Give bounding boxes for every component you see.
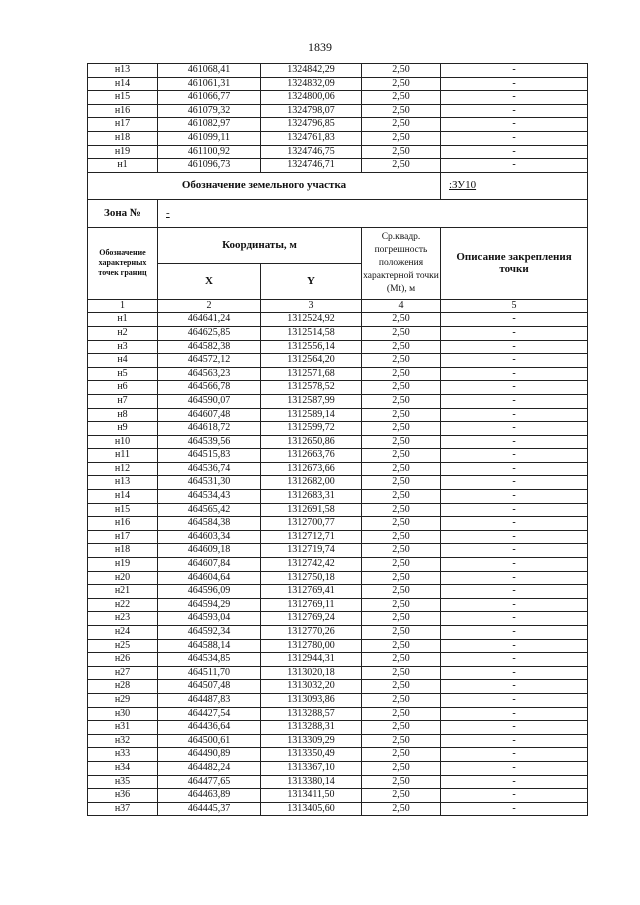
accuracy-cell: 2,50 bbox=[362, 490, 441, 504]
accuracy-cell: 2,50 bbox=[362, 517, 441, 531]
accuracy-cell: 2,50 bbox=[362, 503, 441, 517]
y-coord-cell: 1312750,18 bbox=[261, 571, 362, 585]
y-coord-cell: 1312770,26 bbox=[261, 626, 362, 640]
y-coord-cell: 1324761,83 bbox=[261, 131, 362, 145]
table-row bbox=[88, 145, 588, 159]
description-cell: - bbox=[441, 118, 588, 132]
table-row bbox=[88, 612, 588, 626]
accuracy-cell: 2,50 bbox=[362, 326, 441, 340]
description-cell: - bbox=[441, 653, 588, 667]
point-id-cell: н12 bbox=[88, 462, 158, 476]
x-coord-cell: 464490,89 bbox=[158, 748, 261, 762]
description-cell: - bbox=[441, 381, 588, 395]
description-cell: - bbox=[441, 64, 588, 78]
x-coord-cell: 464588,14 bbox=[158, 639, 261, 653]
table-row bbox=[88, 789, 588, 803]
x-coord-cell: 464592,34 bbox=[158, 626, 261, 640]
description-cell: - bbox=[441, 639, 588, 653]
description-cell: - bbox=[441, 626, 588, 640]
accuracy-cell: 2,50 bbox=[362, 789, 441, 803]
x-coord-cell: 461061,31 bbox=[158, 77, 261, 91]
description-cell: - bbox=[441, 761, 588, 775]
table-row bbox=[88, 761, 588, 775]
col-number: 1 bbox=[88, 299, 158, 313]
x-coord-cell: 461096,73 bbox=[158, 159, 261, 173]
point-id-cell: н4 bbox=[88, 354, 158, 368]
table-row bbox=[88, 449, 588, 463]
y-coord-cell: 1312663,76 bbox=[261, 449, 362, 463]
y-coord-cell: 1312587,99 bbox=[261, 394, 362, 408]
y-coord-cell: 1312712,71 bbox=[261, 530, 362, 544]
table-row bbox=[88, 639, 588, 653]
point-id-cell: н17 bbox=[88, 118, 158, 132]
point-id-cell: н19 bbox=[88, 145, 158, 159]
description-cell: - bbox=[441, 145, 588, 159]
y-coord-cell: 1312769,11 bbox=[261, 598, 362, 612]
point-id-cell: н37 bbox=[88, 802, 158, 816]
x-coord-cell: 464515,83 bbox=[158, 449, 261, 463]
point-id-cell: н29 bbox=[88, 693, 158, 707]
description-cell: - bbox=[441, 490, 588, 504]
description-cell: - bbox=[441, 680, 588, 694]
point-id-cell: н5 bbox=[88, 367, 158, 381]
y-coord-cell: 1312780,00 bbox=[261, 639, 362, 653]
description-cell: - bbox=[441, 775, 588, 789]
x-coord-cell: 464436,64 bbox=[158, 721, 261, 735]
table-row bbox=[88, 775, 588, 789]
table-row bbox=[88, 707, 588, 721]
table-row bbox=[88, 571, 588, 585]
table-row bbox=[88, 408, 588, 422]
description-cell: - bbox=[441, 449, 588, 463]
y-coord-cell: 1313288,57 bbox=[261, 707, 362, 721]
y-coord-cell: 1313380,14 bbox=[261, 775, 362, 789]
accuracy-cell: 2,50 bbox=[362, 598, 441, 612]
y-coord-cell: 1312578,52 bbox=[261, 381, 362, 395]
point-id-cell: н18 bbox=[88, 544, 158, 558]
table-row bbox=[88, 530, 588, 544]
description-cell: - bbox=[441, 748, 588, 762]
zone-value: - bbox=[158, 199, 588, 227]
y-coord-cell: 1312599,72 bbox=[261, 422, 362, 436]
page-number: 1839 bbox=[308, 40, 332, 54]
point-id-cell: н14 bbox=[88, 77, 158, 91]
table-row bbox=[88, 476, 588, 490]
table-row bbox=[88, 354, 588, 368]
y-coord-cell: 1312589,14 bbox=[261, 408, 362, 422]
x-coord-cell: 464534,43 bbox=[158, 490, 261, 504]
y-coord-cell: 1313093,86 bbox=[261, 693, 362, 707]
table-row bbox=[88, 680, 588, 694]
point-id-cell: н13 bbox=[88, 476, 158, 490]
x-coord-cell: 464507,48 bbox=[158, 680, 261, 694]
accuracy-cell: 2,50 bbox=[362, 775, 441, 789]
table-row bbox=[88, 490, 588, 504]
description-cell: - bbox=[441, 159, 588, 173]
description-cell: - bbox=[441, 721, 588, 735]
x-coord-cell: 461079,32 bbox=[158, 104, 261, 118]
x-coord-cell: 464641,24 bbox=[158, 313, 261, 327]
x-coord-cell: 464596,09 bbox=[158, 585, 261, 599]
accuracy-cell: 2,50 bbox=[362, 734, 441, 748]
y-coord-cell: 1324798,07 bbox=[261, 104, 362, 118]
table-row bbox=[88, 159, 588, 173]
x-coord-cell: 464594,29 bbox=[158, 598, 261, 612]
main-rows bbox=[88, 313, 588, 816]
y-coord-cell: 1312682,00 bbox=[261, 476, 362, 490]
description-cell: - bbox=[441, 544, 588, 558]
accuracy-cell: 2,50 bbox=[362, 802, 441, 816]
description-cell: - bbox=[441, 91, 588, 105]
x-coord-cell: 464477,65 bbox=[158, 775, 261, 789]
point-id-cell: н23 bbox=[88, 612, 158, 626]
accuracy-cell: 2,50 bbox=[362, 64, 441, 78]
accuracy-cell: 2,50 bbox=[362, 394, 441, 408]
table-row bbox=[88, 544, 588, 558]
table-row bbox=[88, 653, 588, 667]
point-id-cell: н1 bbox=[88, 159, 158, 173]
description-cell: - bbox=[441, 435, 588, 449]
y-coord-cell: 1312650,86 bbox=[261, 435, 362, 449]
x-coord-cell: 464607,84 bbox=[158, 558, 261, 572]
accuracy-cell: 2,50 bbox=[362, 408, 441, 422]
table-row bbox=[88, 131, 588, 145]
x-coord-cell: 464531,30 bbox=[158, 476, 261, 490]
table-row bbox=[88, 598, 588, 612]
table-row bbox=[88, 367, 588, 381]
y-coord-cell: 1324746,71 bbox=[261, 159, 362, 173]
description-cell: - bbox=[441, 802, 588, 816]
x-coord-cell: 464618,72 bbox=[158, 422, 261, 436]
x-coord-cell: 464563,23 bbox=[158, 367, 261, 381]
table-row bbox=[88, 64, 588, 78]
x-coord-cell: 464584,38 bbox=[158, 517, 261, 531]
accuracy-cell: 2,50 bbox=[362, 159, 441, 173]
point-id-cell: н27 bbox=[88, 666, 158, 680]
description-cell: - bbox=[441, 517, 588, 531]
accuracy-cell: 2,50 bbox=[362, 626, 441, 640]
x-coord-cell: 464607,48 bbox=[158, 408, 261, 422]
header-accuracy: Ср.квадр. погрешность положения характерной точки (Mt), м bbox=[362, 227, 441, 299]
point-id-cell: н17 bbox=[88, 530, 158, 544]
point-id-cell: н36 bbox=[88, 789, 158, 803]
table-row bbox=[88, 802, 588, 816]
table-row bbox=[88, 394, 588, 408]
description-cell: - bbox=[441, 707, 588, 721]
description-cell: - bbox=[441, 789, 588, 803]
point-id-cell: н9 bbox=[88, 422, 158, 436]
accuracy-cell: 2,50 bbox=[362, 707, 441, 721]
x-coord-cell: 464539,56 bbox=[158, 435, 261, 449]
y-coord-cell: 1312683,31 bbox=[261, 490, 362, 504]
x-coord-cell: 464511,70 bbox=[158, 666, 261, 680]
description-cell: - bbox=[441, 612, 588, 626]
description-cell: - bbox=[441, 558, 588, 572]
col-number: 3 bbox=[261, 299, 362, 313]
zone-label: Зона № bbox=[88, 199, 158, 227]
accuracy-cell: 2,50 bbox=[362, 104, 441, 118]
table-row bbox=[88, 721, 588, 735]
table-row bbox=[88, 693, 588, 707]
header-y: Y bbox=[261, 263, 362, 299]
y-coord-cell: 1312673,66 bbox=[261, 462, 362, 476]
accuracy-cell: 2,50 bbox=[362, 313, 441, 327]
point-id-cell: н25 bbox=[88, 639, 158, 653]
description-cell: - bbox=[441, 598, 588, 612]
accuracy-cell: 2,50 bbox=[362, 435, 441, 449]
table-row bbox=[88, 326, 588, 340]
table-row bbox=[88, 435, 588, 449]
description-cell: - bbox=[441, 131, 588, 145]
point-id-cell: н34 bbox=[88, 761, 158, 775]
x-coord-cell: 461066,77 bbox=[158, 91, 261, 105]
accuracy-cell: 2,50 bbox=[362, 91, 441, 105]
point-id-cell: н15 bbox=[88, 91, 158, 105]
accuracy-cell: 2,50 bbox=[362, 530, 441, 544]
accuracy-cell: 2,50 bbox=[362, 340, 441, 354]
description-cell: - bbox=[441, 530, 588, 544]
point-id-cell: н21 bbox=[88, 585, 158, 599]
x-coord-cell: 461082,97 bbox=[158, 118, 261, 132]
table-row bbox=[88, 313, 588, 327]
y-coord-cell: 1324800,06 bbox=[261, 91, 362, 105]
accuracy-cell: 2,50 bbox=[362, 571, 441, 585]
y-coord-cell: 1313020,18 bbox=[261, 666, 362, 680]
x-coord-cell: 464463,89 bbox=[158, 789, 261, 803]
point-id-cell: н20 bbox=[88, 571, 158, 585]
accuracy-cell: 2,50 bbox=[362, 381, 441, 395]
x-coord-cell: 461068,41 bbox=[158, 64, 261, 78]
accuracy-cell: 2,50 bbox=[362, 653, 441, 667]
x-coord-cell: 461100,92 bbox=[158, 145, 261, 159]
x-coord-cell: 464603,34 bbox=[158, 530, 261, 544]
point-id-cell: н22 bbox=[88, 598, 158, 612]
accuracy-cell: 2,50 bbox=[362, 639, 441, 653]
x-coord-cell: 464609,18 bbox=[158, 544, 261, 558]
x-coord-cell: 464482,24 bbox=[158, 761, 261, 775]
table-row bbox=[88, 748, 588, 762]
table-row bbox=[88, 626, 588, 640]
point-id-cell: н13 bbox=[88, 64, 158, 78]
point-id-cell: н15 bbox=[88, 503, 158, 517]
point-id-cell: н1 bbox=[88, 313, 158, 327]
table-row bbox=[88, 104, 588, 118]
table-row bbox=[88, 503, 588, 517]
x-coord-cell: 464593,04 bbox=[158, 612, 261, 626]
accuracy-cell: 2,50 bbox=[362, 558, 441, 572]
col-number: 4 bbox=[362, 299, 441, 313]
accuracy-cell: 2,50 bbox=[362, 77, 441, 91]
parcel-label: Обозначение земельного участка bbox=[88, 172, 441, 199]
point-id-cell: н28 bbox=[88, 680, 158, 694]
header-coordinates: Координаты, м bbox=[158, 227, 362, 263]
accuracy-cell: 2,50 bbox=[362, 422, 441, 436]
y-coord-cell: 1324832,09 bbox=[261, 77, 362, 91]
x-coord-cell: 464427,54 bbox=[158, 707, 261, 721]
description-cell: - bbox=[441, 476, 588, 490]
x-coord-cell: 464565,42 bbox=[158, 503, 261, 517]
accuracy-cell: 2,50 bbox=[362, 449, 441, 463]
top-rows bbox=[88, 64, 588, 173]
y-coord-cell: 1312769,41 bbox=[261, 585, 362, 599]
table-row bbox=[88, 734, 588, 748]
description-cell: - bbox=[441, 77, 588, 91]
x-coord-cell: 464604,64 bbox=[158, 571, 261, 585]
y-coord-cell: 1312742,42 bbox=[261, 558, 362, 572]
table-row bbox=[88, 462, 588, 476]
table-row bbox=[88, 517, 588, 531]
x-coord-cell: 464572,12 bbox=[158, 354, 261, 368]
point-id-cell: н24 bbox=[88, 626, 158, 640]
point-id-cell: н19 bbox=[88, 558, 158, 572]
x-coord-cell: 464534,85 bbox=[158, 653, 261, 667]
y-coord-cell: 1312769,24 bbox=[261, 612, 362, 626]
table-row bbox=[88, 558, 588, 572]
point-id-cell: н10 bbox=[88, 435, 158, 449]
table-row bbox=[88, 422, 588, 436]
description-cell: - bbox=[441, 394, 588, 408]
table-row bbox=[88, 77, 588, 91]
point-id-cell: н16 bbox=[88, 104, 158, 118]
y-coord-cell: 1312564,20 bbox=[261, 354, 362, 368]
description-cell: - bbox=[441, 422, 588, 436]
description-cell: - bbox=[441, 734, 588, 748]
point-id-cell: н2 bbox=[88, 326, 158, 340]
y-coord-cell: 1313032,20 bbox=[261, 680, 362, 694]
y-coord-cell: 1324746,75 bbox=[261, 145, 362, 159]
point-id-cell: н32 bbox=[88, 734, 158, 748]
point-id-cell: н18 bbox=[88, 131, 158, 145]
accuracy-cell: 2,50 bbox=[362, 585, 441, 599]
y-coord-cell: 1312524,92 bbox=[261, 313, 362, 327]
description-cell: - bbox=[441, 571, 588, 585]
point-id-cell: н31 bbox=[88, 721, 158, 735]
x-coord-cell: 461099,11 bbox=[158, 131, 261, 145]
header-point-designation: Обозначение характерных точек границ bbox=[88, 227, 158, 299]
accuracy-cell: 2,50 bbox=[362, 544, 441, 558]
accuracy-cell: 2,50 bbox=[362, 354, 441, 368]
point-id-cell: н30 bbox=[88, 707, 158, 721]
y-coord-cell: 1312700,77 bbox=[261, 517, 362, 531]
description-cell: - bbox=[441, 503, 588, 517]
x-coord-cell: 464536,74 bbox=[158, 462, 261, 476]
header-column-numbers bbox=[88, 299, 588, 313]
description-cell: - bbox=[441, 666, 588, 680]
point-id-cell: н16 bbox=[88, 517, 158, 531]
accuracy-cell: 2,50 bbox=[362, 666, 441, 680]
accuracy-cell: 2,50 bbox=[362, 118, 441, 132]
accuracy-cell: 2,50 bbox=[362, 680, 441, 694]
y-coord-cell: 1313288,31 bbox=[261, 721, 362, 735]
description-cell: - bbox=[441, 354, 588, 368]
accuracy-cell: 2,50 bbox=[362, 761, 441, 775]
y-coord-cell: 1324796,85 bbox=[261, 118, 362, 132]
description-cell: - bbox=[441, 340, 588, 354]
x-coord-cell: 464625,85 bbox=[158, 326, 261, 340]
point-id-cell: н35 bbox=[88, 775, 158, 789]
description-cell: - bbox=[441, 585, 588, 599]
point-id-cell: н6 bbox=[88, 381, 158, 395]
y-coord-cell: 1312944,31 bbox=[261, 653, 362, 667]
y-coord-cell: 1312571,68 bbox=[261, 367, 362, 381]
y-coord-cell: 1312691,58 bbox=[261, 503, 362, 517]
y-coord-cell: 1324842,29 bbox=[261, 64, 362, 78]
table-row bbox=[88, 118, 588, 132]
x-coord-cell: 464590,07 bbox=[158, 394, 261, 408]
col-number: 2 bbox=[158, 299, 261, 313]
y-coord-cell: 1313367,10 bbox=[261, 761, 362, 775]
description-cell: - bbox=[441, 693, 588, 707]
accuracy-cell: 2,50 bbox=[362, 145, 441, 159]
y-coord-cell: 1312556,14 bbox=[261, 340, 362, 354]
accuracy-cell: 2,50 bbox=[362, 131, 441, 145]
point-id-cell: н8 bbox=[88, 408, 158, 422]
col-number: 5 bbox=[441, 299, 588, 313]
parcel-row bbox=[88, 172, 588, 199]
header-description: Описание закрепления точки bbox=[441, 227, 588, 299]
table-row bbox=[88, 381, 588, 395]
point-id-cell: н33 bbox=[88, 748, 158, 762]
point-id-cell: н11 bbox=[88, 449, 158, 463]
x-coord-cell: 464445,37 bbox=[158, 802, 261, 816]
y-coord-cell: 1313350,49 bbox=[261, 748, 362, 762]
description-cell: - bbox=[441, 326, 588, 340]
table-row bbox=[88, 666, 588, 680]
accuracy-cell: 2,50 bbox=[362, 367, 441, 381]
x-coord-cell: 464566,78 bbox=[158, 381, 261, 395]
description-cell: - bbox=[441, 367, 588, 381]
accuracy-cell: 2,50 bbox=[362, 693, 441, 707]
table-row bbox=[88, 585, 588, 599]
accuracy-cell: 2,50 bbox=[362, 476, 441, 490]
accuracy-cell: 2,50 bbox=[362, 721, 441, 735]
table-row bbox=[88, 340, 588, 354]
accuracy-cell: 2,50 bbox=[362, 612, 441, 626]
header-row-1 bbox=[88, 227, 588, 263]
x-coord-cell: 464500,61 bbox=[158, 734, 261, 748]
header-x: X bbox=[158, 263, 261, 299]
y-coord-cell: 1313411,50 bbox=[261, 789, 362, 803]
coordinates-table bbox=[87, 63, 588, 816]
description-cell: - bbox=[441, 313, 588, 327]
accuracy-cell: 2,50 bbox=[362, 748, 441, 762]
description-cell: - bbox=[441, 462, 588, 476]
y-coord-cell: 1313405,60 bbox=[261, 802, 362, 816]
y-coord-cell: 1312719,74 bbox=[261, 544, 362, 558]
description-cell: - bbox=[441, 408, 588, 422]
description-cell: - bbox=[441, 104, 588, 118]
y-coord-cell: 1313309,29 bbox=[261, 734, 362, 748]
x-coord-cell: 464487,83 bbox=[158, 693, 261, 707]
point-id-cell: н26 bbox=[88, 653, 158, 667]
accuracy-cell: 2,50 bbox=[362, 462, 441, 476]
y-coord-cell: 1312514,58 bbox=[261, 326, 362, 340]
x-coord-cell: 464582,38 bbox=[158, 340, 261, 354]
point-id-cell: н3 bbox=[88, 340, 158, 354]
parcel-value: :ЗУ10 bbox=[441, 172, 588, 199]
point-id-cell: н14 bbox=[88, 490, 158, 504]
zone-row bbox=[88, 199, 588, 227]
table-row bbox=[88, 91, 588, 105]
point-id-cell: н7 bbox=[88, 394, 158, 408]
